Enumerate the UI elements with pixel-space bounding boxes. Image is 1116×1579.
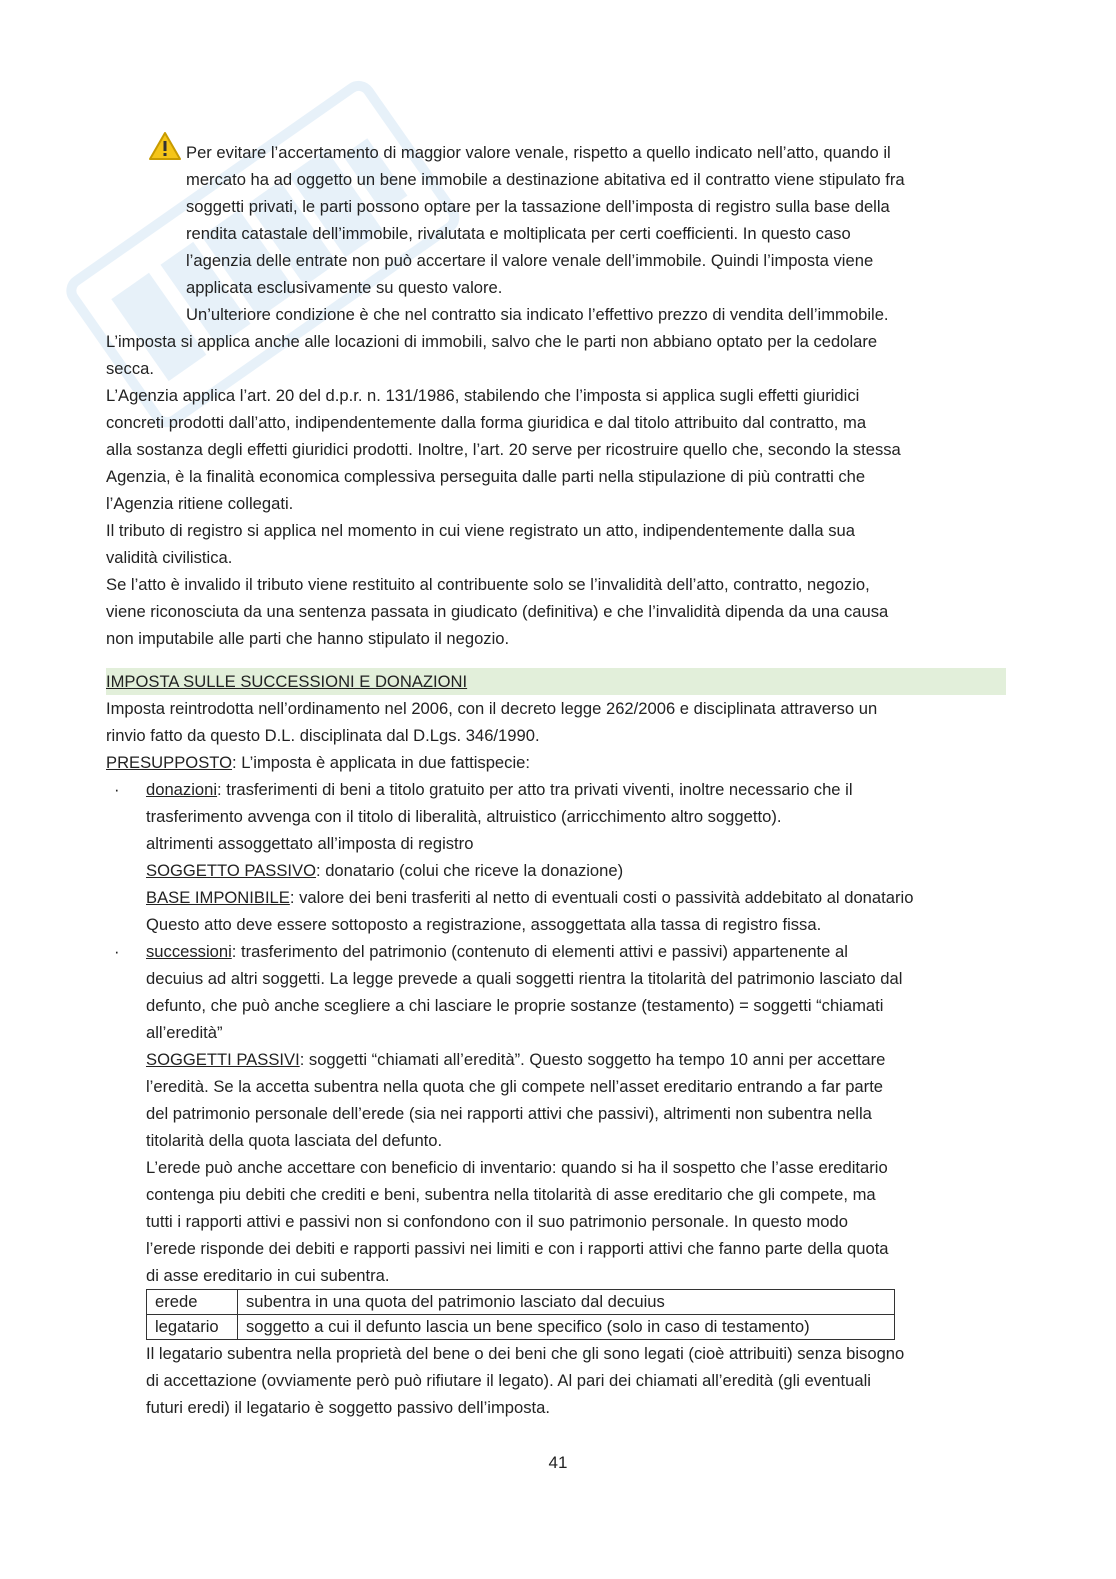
text-line: Il tributo di registro si applica nel momento in cui viene registrato un atto, indipendentemente dalla sua	[106, 521, 855, 540]
text-line: L’imposta si applica anche alle locazioni di immobili, salvo che le parti non abbiano optato per la cedolare	[106, 332, 878, 351]
table-row	[147, 1290, 895, 1315]
table-cell-definition: soggetto a cui il defunto lascia un bene specifico (solo in caso di testamento)	[238, 1315, 895, 1340]
soggetto-passivo-text: : donatario (colui che riceve la donazione)	[315, 861, 624, 880]
text-line: concreti prodotti dall’atto, indipendentemente dalla forma giuridica e dal titolo attribuito dal contratto, ma	[106, 413, 867, 432]
table-cell-term: erede	[147, 1290, 238, 1315]
page-content	[106, 139, 1006, 1421]
warning-paragraph	[106, 139, 1006, 328]
text-line: non imputabile alle parti che hanno stipulato il negozio.	[106, 629, 510, 648]
soggetto-passivo-label: SOGGETTO PASSIVO	[146, 861, 316, 880]
table-cell-term: legatario	[147, 1315, 238, 1340]
text-line: alla sostanza degli effetti giuridici prodotti. Inoltre, l’art. 20 serve per ricostruire quello che, secondo la stessa	[106, 440, 901, 459]
text-line: contenga piu debiti che crediti e beni, subentra nella titolarità di asse ereditario che gli compete, ma	[146, 1185, 876, 1204]
text-line: Imposta reintrodotta nell’ordinamento nel 2006, con il decreto legge 262/2006 e disciplinata attraverso un	[106, 699, 878, 718]
text-line: Per evitare l’accertamento di maggior valore venale, rispetto a quello indicato nell’atto, quando il	[186, 143, 891, 162]
page-number: 41	[548, 1453, 568, 1472]
presupposto-line	[106, 749, 1006, 776]
text-line: Agenzia, è la finalità economica complessiva perseguita dalle parti nella stipulazione di più contratti che	[106, 467, 866, 486]
donazioni-label: donazioni	[146, 780, 218, 799]
table-row	[147, 1315, 895, 1340]
soggetto-passivo-line	[106, 857, 1006, 884]
donazioni-text: : trasferimenti di beni a titolo gratuito per atto tra privati viventi, inoltre necessario che il	[217, 780, 853, 799]
text-line: trasferimento avvenga con il titolo di liberalità, altruistico (arricchimento altro soggetto).	[146, 807, 782, 826]
text-line: titolarità della quota lasciata del defunto.	[146, 1131, 443, 1150]
successioni-label: successioni	[146, 942, 232, 961]
text-line: all’eredità”	[146, 1023, 223, 1042]
list-item-donazioni	[106, 776, 1006, 803]
text-line: secca.	[106, 359, 154, 378]
text-line: del patrimonio personale dell’erede (sia nei rapporti attivi che passivi), altrimenti non subentra nella	[146, 1104, 872, 1123]
text-line: L’erede può anche accettare con beneficio di inventario: quando si ha il sospetto che l’asse ereditario	[146, 1158, 888, 1177]
definitions-table	[146, 1289, 895, 1340]
text-line: mercato ha ad oggetto un bene immobile a destinazione abitativa ed il contratto viene stipulato fra	[186, 170, 905, 189]
section-heading-text: IMPOSTA SULLE SUCCESSIONI E DONAZIONI	[106, 672, 468, 691]
text-line: l’agenzia delle entrate non può accertare il valore venale dell’immobile. Quindi l’imposta viene	[186, 251, 874, 270]
list-item-successioni	[106, 938, 1006, 965]
body-paragraph	[106, 328, 1006, 652]
table-cell-definition: subentra in una quota del patrimonio lasciato dal decuius	[238, 1290, 895, 1315]
text-line: soggetti privati, le parti possono optare per la tassazione dell’imposta di registro sulla base della	[186, 197, 890, 216]
text-line: di asse ereditario in cui subentra.	[146, 1266, 390, 1285]
soggetti-passivi-line	[106, 1046, 1006, 1073]
text-line: altrimenti assoggettato all’imposta di registro	[146, 834, 474, 853]
text-line: defunto, che può anche scegliere a chi lasciare le proprie sostanze (testamento) = soggetti “chiamati	[146, 996, 884, 1015]
text-line: rinvio fatto da questo D.L. disciplinata dal D.Lgs. 346/1990.	[106, 726, 540, 745]
base-imponibile-label: BASE IMPONIBILE	[146, 888, 290, 907]
text-line: l’Agenzia ritiene collegati.	[106, 494, 294, 513]
soggetti-passivi-text: : soggetti “chiamati all’eredità”. Questo soggetto ha tempo 10 anni per accettare	[299, 1050, 886, 1069]
bullet-icon: ·	[114, 780, 120, 799]
text-line: l’erede risponde dei debiti e rapporti passivi nei limiti e con i rapporti attivi che fanno parte della quota	[146, 1239, 889, 1258]
text-line: decuius ad altri soggetti. La legge prevede a quali soggetti rientra la titolarità del patrimonio lasciato dal	[146, 969, 903, 988]
text-line: Questo atto deve essere sottoposto a registrazione, assoggettata alla tassa di registro fissa.	[146, 915, 822, 934]
section-heading	[106, 668, 1006, 695]
text-line: l’eredità. Se la accetta subentra nella quota che gli compete nell’asset ereditario entrando a far parte	[146, 1077, 884, 1096]
text-line: applicata esclusivamente su questo valore.	[186, 278, 503, 297]
text-line: viene riconosciuta da una sentenza passata in giudicato (definitiva) e che l’invalidità dipenda da una causa	[106, 602, 889, 621]
text-line: tutti i rapporti attivi e passivi non si confondono con il suo patrimonio personale. In questo modo	[146, 1212, 848, 1231]
base-imponibile-line	[106, 884, 1006, 911]
text-line: futuri eredi) il legatario è soggetto passivo dell’imposta.	[146, 1398, 550, 1417]
text-line: validità civilistica.	[106, 548, 233, 567]
text-line: Un’ulteriore condizione è che nel contratto sia indicato l’effettivo prezzo di vendita dell’immobile.	[186, 305, 889, 324]
base-imponibile-text: : valore dei beni trasferiti al netto di eventuali costi o passività addebitato al donatario	[289, 888, 914, 907]
bullet-icon: ·	[114, 942, 120, 961]
successioni-text: : trasferimento del patrimonio (contenuto di elementi attivi e passivi) appartenente al	[231, 942, 848, 961]
presupposto-label: PRESUPPOSTO	[106, 753, 233, 772]
text-line: L’Agenzia applica l’art. 20 del d.p.r. n. 131/1986, stabilendo che l’imposta si applica sugli effetti giuridici	[106, 386, 860, 405]
text-line: di accettazione (ovviamente però può rifiutare il legato). Al pari dei chiamati all’eredità (gli eventuali	[146, 1371, 871, 1390]
text-line: Se l’atto è invalido il tributo viene restituito al contribuente solo se l’invalidità dell’atto, contratto, negozio,	[106, 575, 870, 594]
presupposto-text: : L’imposta è applicata in due fattispecie:	[232, 753, 530, 772]
soggetti-passivi-label: SOGGETTI PASSIVI	[146, 1050, 300, 1069]
text-line: rendita catastale dell’immobile, rivalutata e moltiplicata per certi coefficienti. In questo caso	[186, 224, 851, 243]
text-line: Il legatario subentra nella proprietà del bene o dei beni che gli sono legati (cioè attribuiti) senza bisogno	[146, 1344, 905, 1363]
